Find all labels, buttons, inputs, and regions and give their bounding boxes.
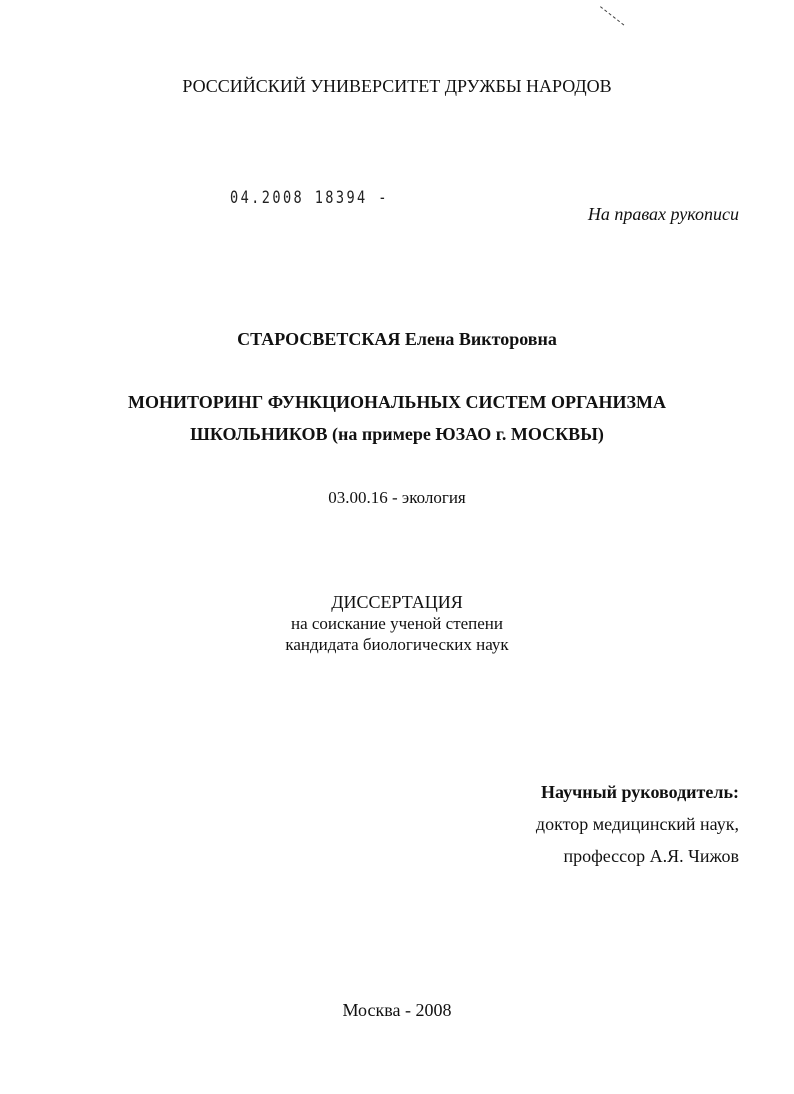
degree-line1: на соискание ученой степени	[290, 614, 504, 633]
supervisor-name: профессор А.Я. Чижов	[563, 846, 739, 866]
thesis-title-line2: ШКОЛЬНИКОВ (на примере ЮЗАО г. МОСКВЫ)	[190, 424, 604, 444]
supervisor-degree: доктор медицинский наук,	[535, 814, 739, 834]
thesis-title-line1: МОНИТОРИНГ ФУНКЦИОНАЛЬНЫХ СИСТЕМ ОРГАНИЗМА	[127, 392, 667, 412]
university-name: РОССИЙСКИЙ УНИВЕРСИТЕТ ДРУЖБЫ НАРОДОВ	[182, 76, 612, 96]
specialty-code: 03.00.16 - экология	[328, 488, 466, 507]
author-name	[0, 329, 794, 350]
author-surname: СТАРОСВЕТСКАЯ	[237, 329, 401, 349]
pen-mark	[599, 6, 624, 26]
author-given-name: Елена Викторовна	[404, 329, 557, 349]
library-stamp-number: 04.2008 18394 -	[230, 188, 389, 208]
degree-type: ДИССЕРТАЦИЯ	[331, 592, 463, 612]
supervisor-label: Научный руководитель:	[541, 782, 739, 802]
degree-line2: кандидата биологических наук	[285, 635, 509, 654]
city-year: Москва - 2008	[342, 1000, 452, 1020]
manuscript-rights: На правах рукописи	[587, 204, 739, 224]
